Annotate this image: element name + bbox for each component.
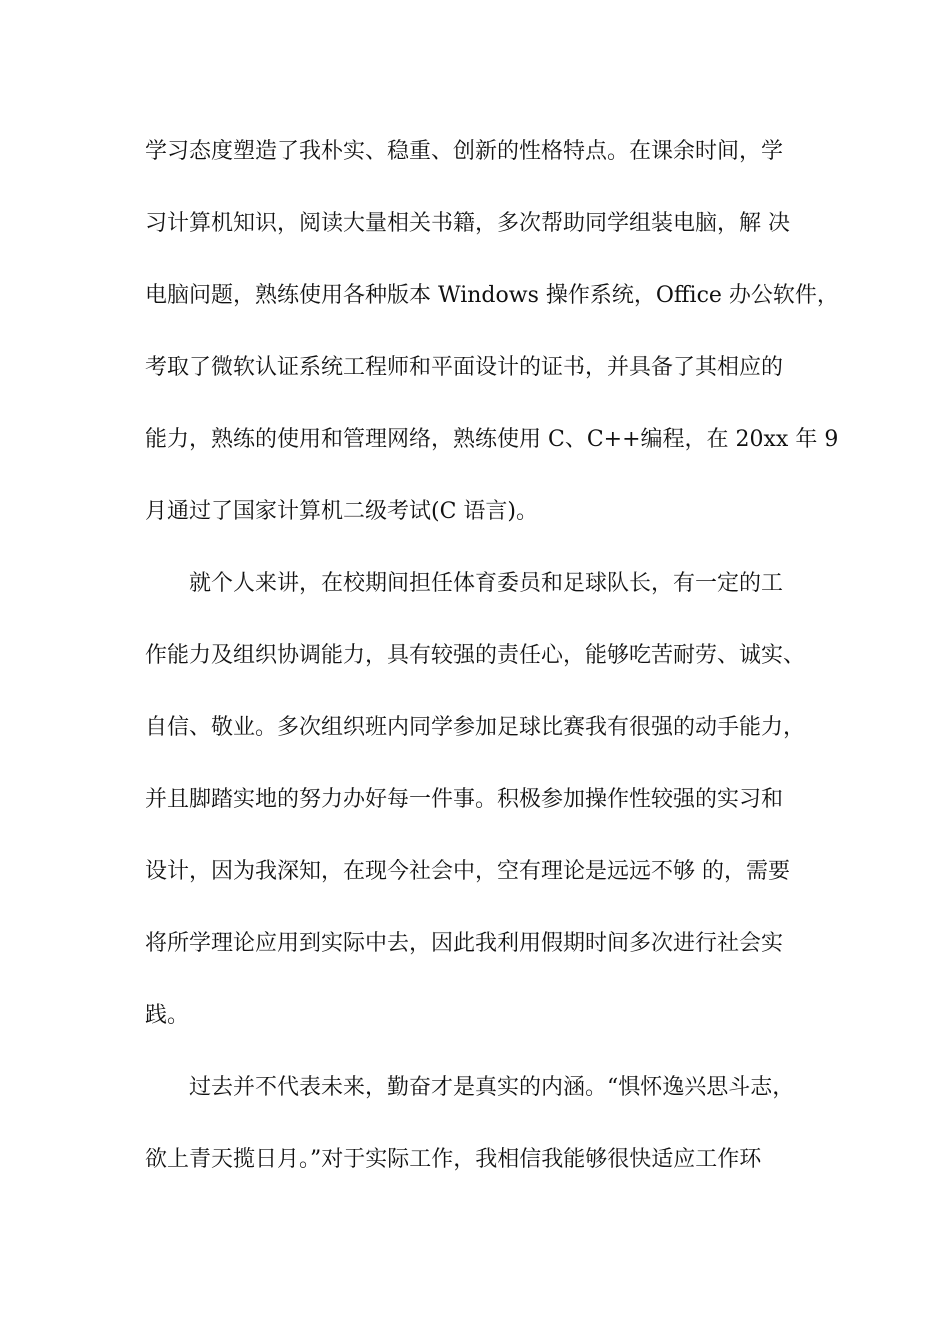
text-line: 并且脚踏实地的努力办好每一件事。积极参加操作性较强的实习和 bbox=[145, 787, 784, 812]
text-line: 欲上青天揽日月。”对于实际工作，我相信我能够很快适应工作环 bbox=[145, 1147, 762, 1172]
text-line: 考取了微软认证系统工程师和平面设计的证书，并具备了其相应的 bbox=[145, 355, 784, 380]
text-line: 践。 bbox=[145, 1003, 190, 1028]
text-line: 习计算机知识，阅读大量相关书籍，多次帮助同学组装电脑，解 决 bbox=[145, 211, 790, 236]
text-line: 设计，因为我深知，在现今社会中，空有理论是远远不够 的，需要 bbox=[145, 859, 790, 884]
document-body bbox=[145, 134, 839, 1214]
paragraph-first-line: 过去并不代表未来，勤奋才是真实的内涵。“惧怀逸兴思斗志， bbox=[189, 1075, 795, 1100]
text-line: 自信、敬业。多次组织班内同学参加足球比赛我有很强的动手能力， bbox=[145, 715, 806, 740]
text-line: 电脑问题，熟练使用各种版本 Windows 操作系统，Office 办公软件， bbox=[145, 283, 839, 308]
paragraph-first-line: 就个人来讲，在校期间担任体育委员和足球队长，有一定的工 bbox=[189, 571, 784, 596]
text-line: 将所学理论应用到实际中去，因此我利用假期时间多次进行社会实 bbox=[145, 931, 784, 956]
text-line: 月通过了国家计算机二级考试(C 语言)。 bbox=[145, 499, 538, 524]
text-line: 学习态度塑造了我朴实、稳重、创新的性格特点。在课余时间，学 bbox=[145, 139, 784, 164]
text-line: 作能力及组织协调能力，具有较强的责任心，能够吃苦耐劳、诚实、 bbox=[145, 643, 806, 668]
text-line: 能力，熟练的使用和管理网络，熟练使用 C、C++编程，在 20xx 年 9 bbox=[145, 427, 839, 452]
